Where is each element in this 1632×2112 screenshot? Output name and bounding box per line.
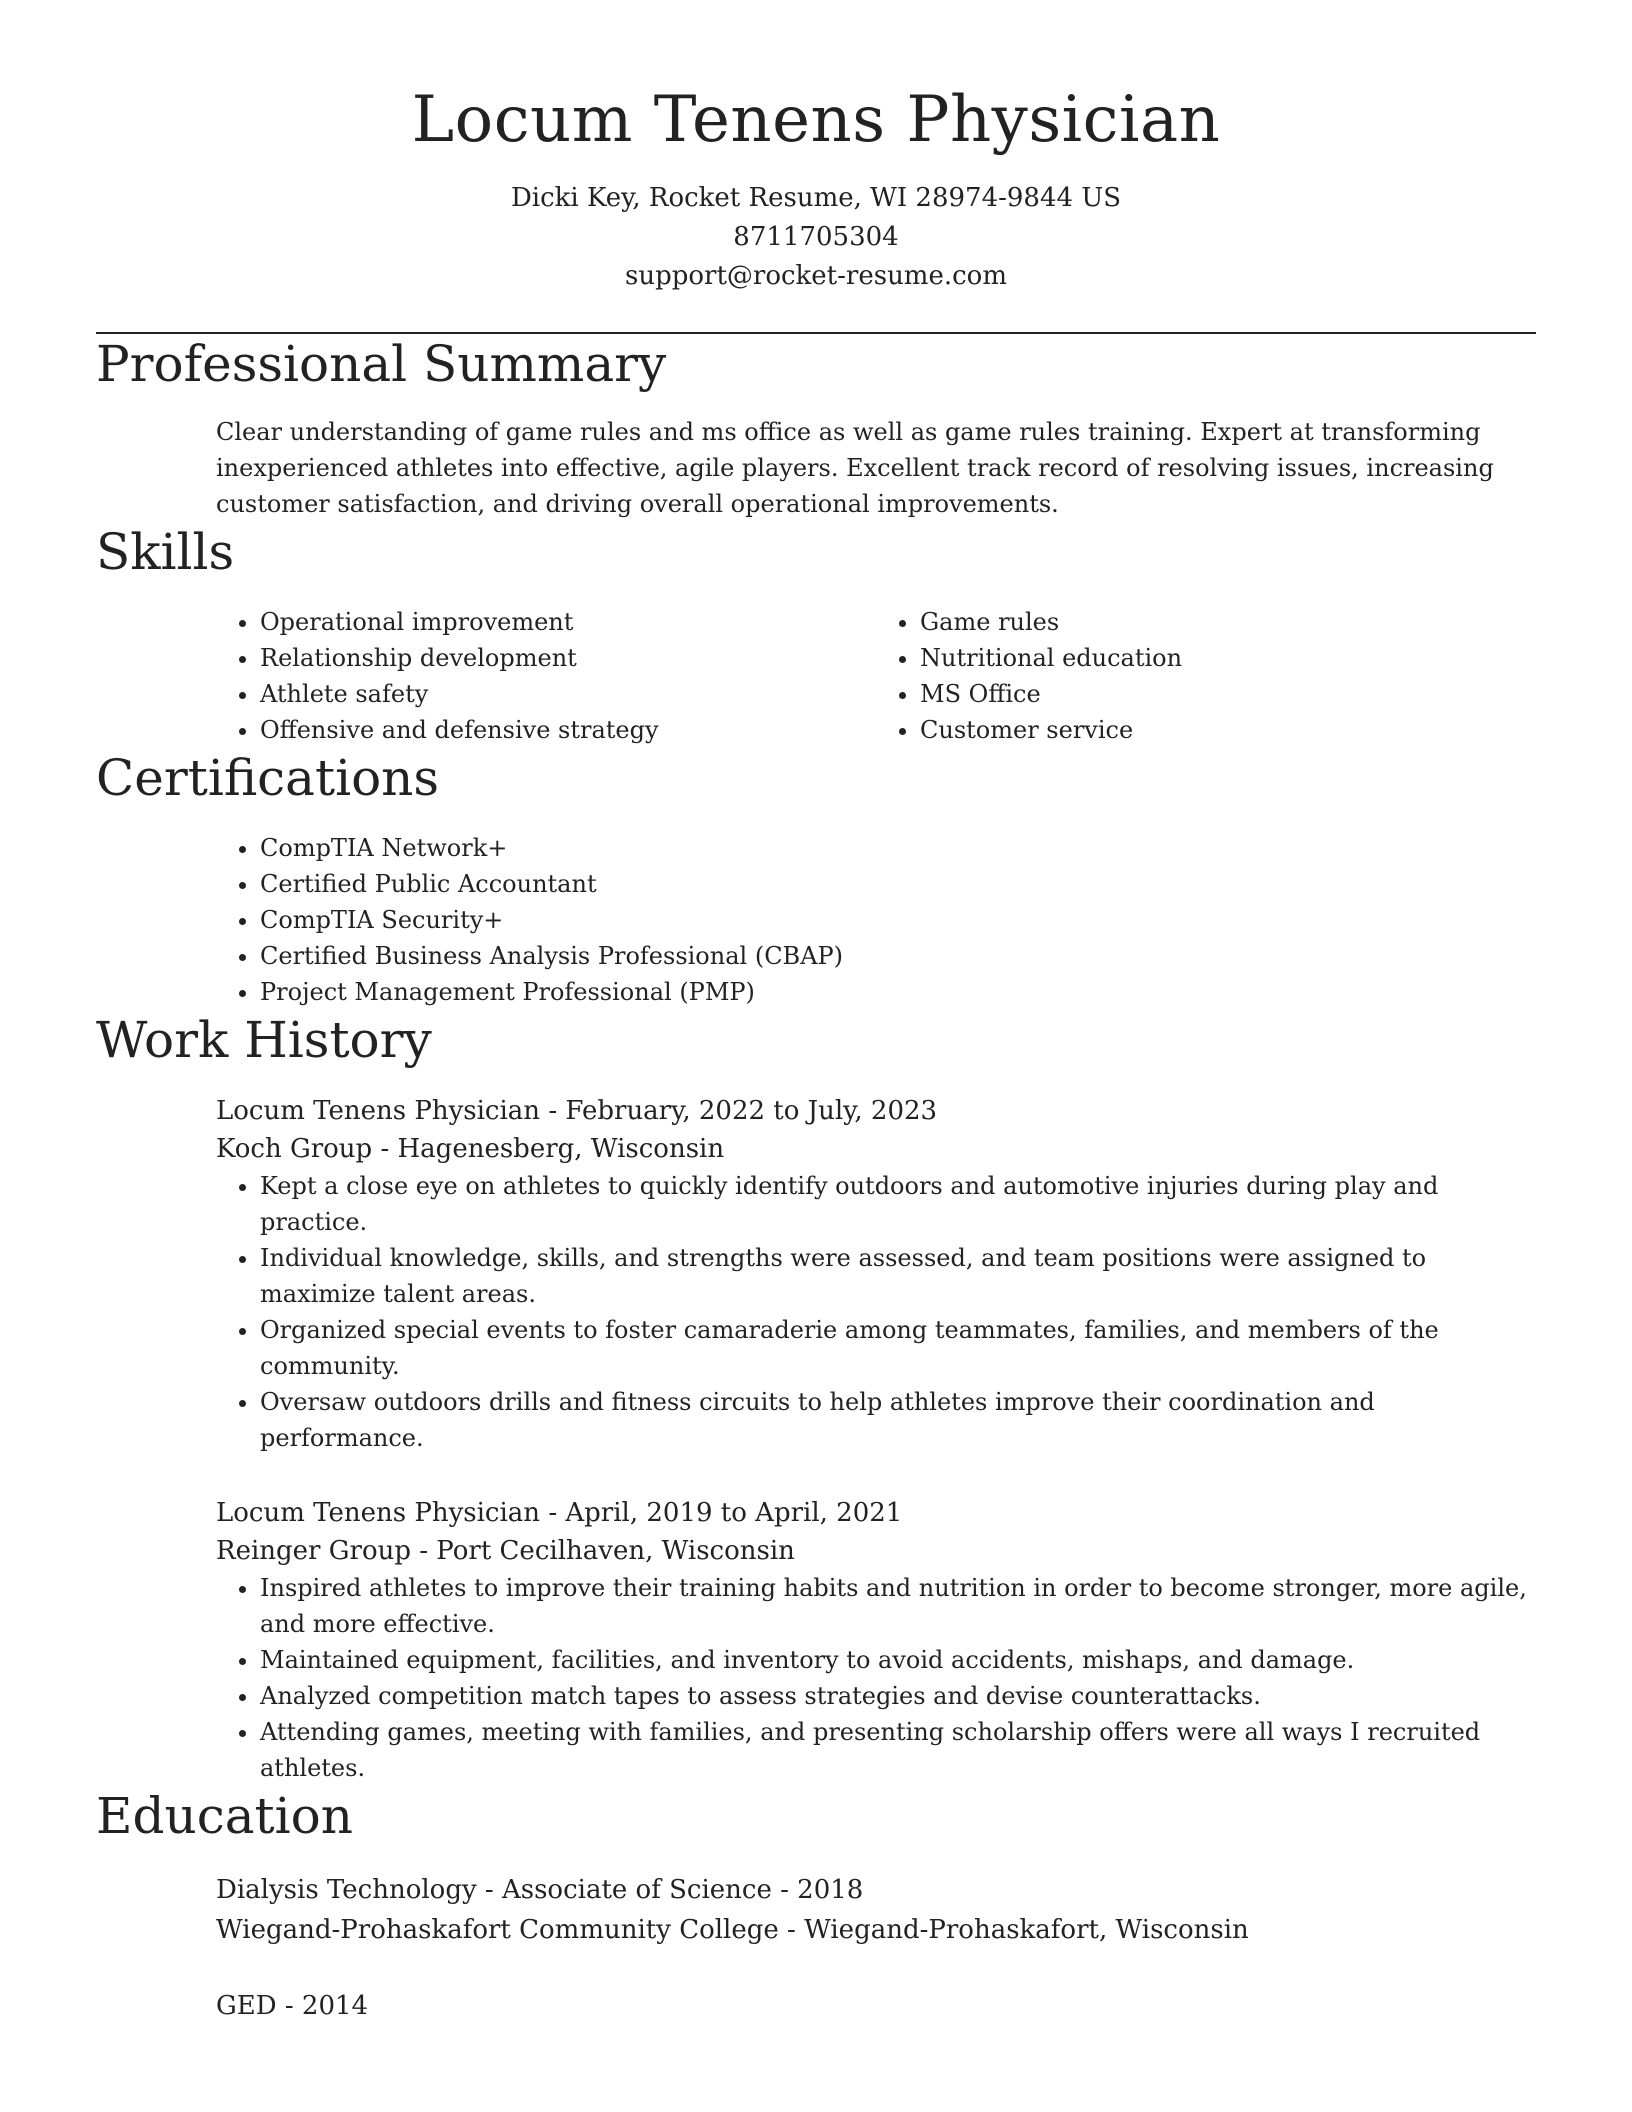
work-history-heading: Work History (96, 1010, 432, 1069)
skill-item: • Athlete safety (260, 676, 876, 712)
job-bullet: • Analyzed competition match tapes to assess strategies and devise counterattacks. (260, 1678, 1536, 1714)
education-degree: Dialysis Technology - Associate of Science - 2018 (216, 1874, 864, 1905)
skill-item: • Nutritional education (920, 640, 1536, 676)
certification-item: • Certified Business Analysis Professional (CBAP) (260, 938, 1536, 974)
summary-heading: Professional Summary (96, 334, 667, 393)
skills-columns (96, 604, 1536, 748)
job-bullet: • Individual knowledge, skills, and strengths were assessed, and team positions were assigned to maximize talent areas. (260, 1240, 1536, 1312)
skills-list-left (216, 604, 876, 748)
skill-item: • MS Office (920, 676, 1536, 712)
contact-email: support@rocket-resume.com (624, 260, 1007, 291)
certifications-heading: Certifications (96, 748, 440, 807)
contact-address: Dicki Key, Rocket Resume, WI 28974-9844 US (510, 182, 1122, 213)
education-entry (96, 1986, 1536, 2026)
skills-section (96, 522, 1536, 748)
job-title-dates: Locum Tenens Physician - April, 2019 to April, 2021 (216, 1497, 903, 1528)
skill-item: • Offensive and defensive strategy (260, 712, 876, 748)
skill-item: • Relationship development (260, 640, 876, 676)
job-bullet: • Organized special events to foster camaraderie among teammates, families, and members of the community. (260, 1312, 1536, 1384)
resume-name: Locum Tenens Physician (411, 83, 1221, 157)
job-company-location: Koch Group - Hagenesberg, Wisconsin (216, 1133, 725, 1164)
job-bullet: • Inspired athletes to improve their training habits and nutrition in order to become stronger, more agile, and more effective. (260, 1570, 1536, 1642)
skills-heading: Skills (96, 522, 235, 581)
education-entry (96, 1870, 1536, 1950)
job-bullet: • Oversaw outdoors drills and fitness circuits to help athletes improve their coordination and performance. (260, 1384, 1536, 1456)
job-company-location: Reinger Group - Port Cecilhaven, Wisconsin (216, 1535, 795, 1566)
job-title-dates: Locum Tenens Physician - February, 2022 to July, 2023 (216, 1095, 938, 1126)
contact-phone: 8711705304 (733, 221, 899, 252)
certification-item: • Certified Public Accountant (260, 866, 1536, 902)
skill-item: • Customer service (920, 712, 1536, 748)
summary-section (96, 334, 1536, 522)
skill-item: • Operational improvement (260, 604, 876, 640)
job-entry (96, 1494, 1536, 1786)
certifications-section (96, 748, 1536, 1010)
skills-list-right (876, 604, 1536, 748)
summary-text: Clear understanding of game rules and ms office as well as game rules training. Expert at transforming inexperienced athletes into effective, agile players. Excellent track record of resolving issues, increasing customer satisfaction, and driving overall operational improvements. (216, 417, 1494, 518)
contact-block (96, 179, 1536, 296)
job-bullet: • Attending games, meeting with families, and presenting scholarship offers were all ways I recruited athletes. (260, 1714, 1536, 1786)
certification-item: • CompTIA Security+ (260, 902, 1536, 938)
job-bullets (216, 1570, 1536, 1786)
certifications-list (216, 830, 1536, 1010)
education-heading: Education (96, 1786, 353, 1845)
education-school: Wiegand-Prohaskafort Community College - Wiegand-Prohaskafort, Wisconsin (216, 1914, 1249, 1945)
job-bullet: • Kept a close eye on athletes to quickly identify outdoors and automotive injuries during play and practice. (260, 1168, 1536, 1240)
job-bullet: • Maintained equipment, facilities, and inventory to avoid accidents, mishaps, and damage. (260, 1642, 1536, 1678)
job-entry (96, 1092, 1536, 1456)
work-history-section (96, 1010, 1536, 1786)
education-degree: GED - 2014 (216, 1990, 369, 2021)
certification-item: • CompTIA Network+ (260, 830, 1536, 866)
skill-item: • Game rules (920, 604, 1536, 640)
certification-item: • Project Management Professional (PMP) (260, 974, 1536, 1010)
certifications-wrap (96, 830, 1536, 1010)
education-section (96, 1786, 1536, 2026)
job-bullets (216, 1168, 1536, 1456)
